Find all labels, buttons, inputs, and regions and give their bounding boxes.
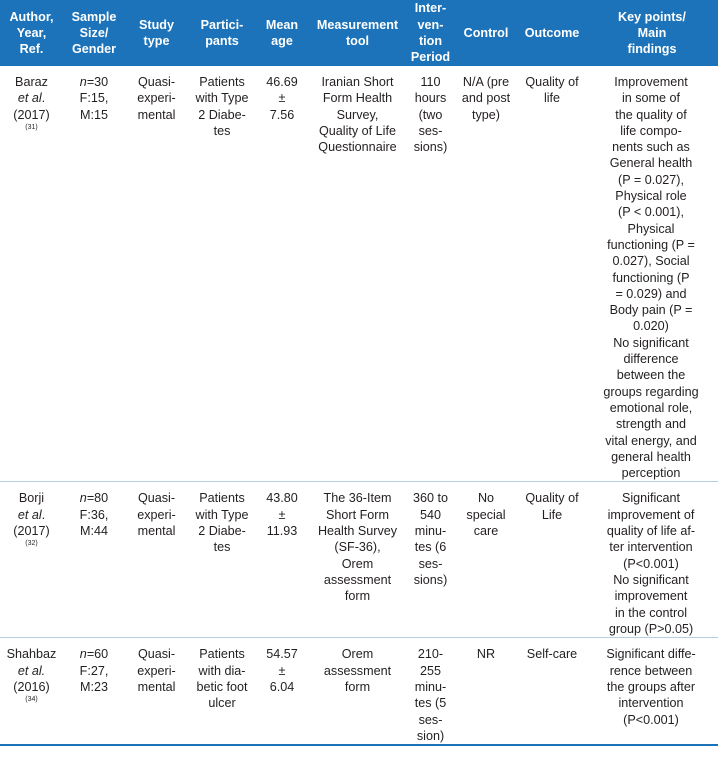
cell-mean-age-line: 7.56	[269, 107, 295, 122]
sample-n: n	[79, 75, 87, 89]
cell-measurement-tool-line: form	[344, 680, 371, 695]
header-study-type	[125, 0, 188, 66]
cell-key-findings-line: groups regarding	[603, 384, 699, 399]
cell-key-findings-line: (P < 0.001),	[618, 205, 684, 220]
cell-intervention-period-line: 110	[420, 75, 441, 89]
header-participants	[188, 0, 256, 66]
cell-control	[454, 482, 518, 638]
author-year: (2016)	[13, 680, 50, 695]
header-sample-size-gender-line: Gender	[71, 42, 117, 57]
cell-key-findings-line: vital energy, and	[605, 433, 697, 448]
cell-key-findings-line: rence between	[609, 663, 693, 678]
header-measurement-tool-line: Measurement	[316, 17, 399, 32]
header-participants-line: Partici-	[200, 17, 244, 32]
cell-participants-line: 2 Diabe-	[198, 524, 246, 539]
author-etal-line	[2, 90, 61, 106]
cell-intervention-period-line: minu-	[414, 680, 447, 695]
author-etal: et al	[17, 507, 42, 522]
author-etal-line	[2, 507, 61, 523]
cell-intervention-period	[407, 482, 454, 638]
cell-study-type-line: experi-	[137, 507, 176, 522]
author-ref: (32)	[25, 540, 38, 548]
cell-measurement-tool-line: Quality of Life	[318, 123, 396, 138]
cell-study-type	[125, 482, 188, 638]
table-body	[0, 66, 718, 745]
header-control-line: Control	[463, 25, 509, 40]
cell-measurement-tool-line: Survey,	[336, 107, 379, 122]
cell-intervention-period-line: 360 to	[412, 491, 448, 506]
cell-key-findings-line: (P = 0.027),	[618, 172, 684, 187]
header-author-year-ref-line: Author,	[9, 9, 54, 24]
cell-measurement-tool-line: assessment	[323, 663, 392, 678]
cell-control	[454, 638, 518, 746]
cell-key-findings-line: improvement	[614, 589, 688, 604]
header-author-year-ref	[0, 0, 63, 66]
cell-key-findings-line: No significant	[613, 572, 689, 587]
cell-key-findings-line: No significant	[613, 335, 689, 350]
author-ref: (31)	[25, 123, 38, 131]
cell-intervention-period-line: ses-	[418, 556, 443, 571]
cell-measurement-tool-line: The 36-Item	[323, 491, 392, 506]
cell-key-findings-line: group (P>0.05)	[608, 621, 694, 636]
cell-intervention-period-line: 540	[419, 507, 441, 522]
cell-key-findings-line: Significant diffe-	[606, 647, 696, 662]
cell-outcome-line: life	[543, 91, 561, 106]
cell-study-type-line: Quasi-	[137, 647, 176, 662]
cell-participants-line: betic foot	[196, 680, 248, 695]
sample-female: F:36,	[79, 507, 109, 522]
cell-mean-age-line: 11.93	[266, 524, 298, 539]
cell-study-type-line: Quasi-	[137, 75, 176, 89]
cell-participants-line: with dia-	[198, 663, 246, 678]
cell-sample	[63, 638, 125, 746]
cell-key-findings	[586, 638, 718, 746]
cell-outcome	[518, 638, 586, 746]
cell-control-line: type)	[472, 107, 500, 122]
cell-participants	[188, 638, 256, 746]
cell-intervention-period-line: sion)	[416, 728, 445, 743]
cell-key-findings-line: quality of life af-	[606, 524, 696, 539]
cell-key-findings-line: the groups after	[606, 680, 696, 695]
sample-size-line	[65, 490, 123, 506]
header-intervention-period	[407, 0, 454, 66]
author-etal: et al.	[17, 663, 46, 678]
cell-key-findings-line: Improvement	[614, 75, 688, 89]
cell-key-findings-line: between the	[616, 368, 686, 383]
cell-mean-age	[256, 66, 308, 482]
cell-measurement-tool-line: Orem	[341, 647, 374, 662]
header-author-year-ref-line: Ref.	[19, 42, 44, 57]
table-header	[0, 0, 718, 66]
cell-control	[454, 66, 518, 482]
cell-key-findings-line: perception	[621, 466, 681, 481]
header-sample-size-gender-line: Size/	[79, 25, 109, 40]
cell-key-findings-line: Physical role	[615, 189, 687, 204]
cell-mean-age-line: ±	[278, 91, 286, 106]
sample-n: n	[79, 647, 87, 662]
cell-intervention-period-line: hours	[414, 91, 447, 106]
cell-mean-age-line: 6.04	[269, 680, 295, 695]
cell-key-findings-line: (P<0.001)	[623, 556, 679, 571]
header-key-findings-line: Main	[637, 25, 667, 40]
cell-measurement-tool-line: Questionnaire	[318, 140, 397, 155]
cell-participants-line: with Type	[195, 91, 249, 106]
cell-intervention-period-line: sions)	[413, 140, 448, 155]
cell-key-findings-line: 0.020)	[633, 319, 669, 334]
cell-intervention-period-line: 255	[419, 663, 441, 678]
cell-mean-age	[256, 482, 308, 638]
sample-size: =30	[86, 75, 109, 89]
cell-key-findings-line: emotional role,	[609, 400, 693, 415]
header-outcome	[518, 0, 586, 66]
cell-participants-line: Patients	[199, 647, 245, 662]
cell-participants-line: 2 Diabe-	[198, 107, 246, 122]
cell-intervention-period	[407, 66, 454, 482]
cell-study-type-line: mental	[137, 524, 176, 539]
author-name: Baraz	[15, 75, 48, 89]
cell-intervention-period-line: (two	[418, 107, 443, 122]
table-row	[0, 66, 718, 482]
cell-study-type-line: mental	[137, 680, 176, 695]
table-row	[0, 638, 718, 746]
cell-participants-line: with Type	[195, 507, 249, 522]
author-name: Shahbaz	[6, 647, 57, 662]
header-mean-age-line: age	[271, 34, 293, 48]
cell-intervention-period-line: ses-	[418, 712, 443, 727]
author-year: (2017)	[13, 107, 50, 122]
cell-key-findings-line: improvement of	[607, 507, 695, 522]
header-intervention-period-line: tion	[418, 34, 443, 48]
cell-measurement-tool-line: Health Survey	[317, 524, 398, 539]
cell-mean-age-line: ±	[278, 663, 286, 678]
cell-measurement-tool	[308, 638, 407, 746]
cell-participants-line: ulcer	[208, 696, 236, 711]
header-mean-age	[256, 0, 308, 66]
cell-outcome-line: Quality of	[525, 75, 579, 89]
header-intervention-period-line: Period	[410, 50, 451, 65]
cell-study-type-line: experi-	[137, 91, 176, 106]
cell-key-findings-line: Significant	[621, 491, 681, 506]
author-ref: (34)	[25, 696, 38, 704]
cell-key-findings-line: in the control	[614, 605, 688, 620]
cell-control-line: NR	[476, 647, 496, 662]
cell-outcome	[518, 482, 586, 638]
cell-mean-age-line: 43.80	[266, 491, 298, 506]
cell-participants-line: tes	[213, 123, 231, 138]
cell-key-findings-line: = 0.029) and	[615, 286, 687, 301]
header-mean-age-line: Mean	[265, 17, 299, 32]
cell-key-findings-line: Physical	[627, 221, 675, 236]
header-row	[0, 0, 718, 66]
cell-author	[0, 638, 63, 746]
cell-control-line: N/A (pre	[462, 75, 510, 89]
header-key-findings	[586, 0, 718, 66]
cell-key-findings-line: life compo-	[620, 123, 682, 138]
sample-n: n	[79, 491, 87, 506]
sample-size: =80	[86, 491, 109, 506]
cell-control-line: No	[477, 491, 495, 506]
cell-mean-age-line: 46.69	[266, 75, 298, 89]
cell-outcome-line: Life	[541, 507, 563, 522]
header-author-year-ref-line: Year,	[16, 25, 47, 40]
cell-key-findings	[586, 482, 718, 638]
cell-key-findings	[586, 66, 718, 482]
cell-key-findings-line: in some of	[621, 91, 681, 106]
cell-study-type-line: Quasi-	[137, 491, 176, 506]
cell-control-line: and post	[461, 91, 511, 106]
cell-measurement-tool-line: assessment	[323, 572, 392, 587]
author-etal: et al	[17, 91, 42, 106]
header-intervention-period-line: Inter-	[414, 1, 447, 16]
cell-key-findings-line: general health	[611, 449, 691, 464]
sample-size-line	[65, 74, 123, 90]
cell-key-findings-line: ter intervention	[609, 540, 693, 555]
header-intervention-period-line: ven-	[417, 17, 444, 32]
cell-study-type-line: mental	[137, 107, 176, 122]
header-study-type-line: Study	[139, 17, 174, 32]
cell-mean-age-line: ±	[278, 507, 286, 522]
cell-mean-age	[256, 638, 308, 746]
author-name: Borji	[18, 491, 45, 506]
cell-key-findings-line: intervention	[618, 696, 684, 711]
cell-measurement-tool-line: Form Health	[322, 91, 393, 106]
cell-study-type	[125, 638, 188, 746]
cell-measurement-tool-line: Iranian Short	[321, 75, 394, 89]
cell-outcome-line: Quality of	[525, 491, 579, 506]
cell-outcome	[518, 66, 586, 482]
cell-intervention-period	[407, 638, 454, 746]
sample-male: M:23	[80, 680, 108, 695]
header-key-findings-line: findings	[627, 42, 677, 57]
cell-key-findings-line: strength and	[615, 417, 687, 432]
header-measurement-tool	[308, 0, 407, 66]
header-sample-size-gender	[63, 0, 125, 66]
cell-key-findings-line: functioning (P =	[607, 237, 695, 252]
cell-participants-line: tes	[213, 540, 231, 555]
sample-size-line	[65, 646, 123, 662]
cell-measurement-tool	[308, 482, 407, 638]
header-control	[454, 0, 518, 66]
sample-female: F:27,	[79, 663, 109, 678]
cell-author	[0, 482, 63, 638]
author-etal-line	[2, 663, 61, 679]
header-measurement-tool-line: tool	[345, 34, 370, 48]
cell-key-findings-line: 0.027), Social	[612, 254, 690, 269]
cell-mean-age-line: 54.57	[266, 647, 298, 662]
cell-key-findings-line: (P<0.001)	[623, 712, 679, 727]
sample-male: M:15	[80, 107, 108, 122]
header-participants-line: pants	[205, 34, 239, 48]
cell-participants-line: Patients	[199, 491, 245, 506]
cell-sample	[63, 66, 125, 482]
cell-key-findings-line: General health	[609, 156, 693, 171]
cell-control-line: care	[473, 524, 499, 539]
sample-female: F:15,	[79, 91, 109, 106]
header-outcome-line: Outcome	[524, 25, 580, 40]
cell-measurement-tool	[308, 66, 407, 482]
header-sample-size-gender-line: Sample	[71, 9, 117, 24]
author-etal-suffix: .	[41, 91, 46, 106]
cell-author	[0, 66, 63, 482]
cell-measurement-tool-line: Orem	[341, 556, 374, 571]
author-year: (2017)	[13, 524, 50, 539]
cell-key-findings-line: the quality of	[615, 107, 687, 122]
cell-participants-line: Patients	[199, 75, 245, 89]
cell-participants	[188, 66, 256, 482]
cell-intervention-period-line: 210-	[417, 647, 444, 662]
sample-male: M:44	[80, 524, 108, 539]
cell-participants	[188, 482, 256, 638]
author-etal-suffix: .	[41, 507, 46, 522]
cell-sample	[63, 482, 125, 638]
table-row	[0, 482, 718, 638]
cell-key-findings-line: Body pain (P =	[609, 303, 693, 318]
header-key-findings-line: Key points/	[618, 9, 686, 24]
cell-measurement-tool-line: (SF-36),	[334, 540, 381, 555]
cell-key-findings-line: nents such as	[612, 140, 690, 155]
cell-key-findings-line: difference	[623, 352, 679, 367]
cell-control-line: special	[466, 507, 506, 522]
cell-intervention-period-line: tes (5	[414, 696, 447, 711]
cell-intervention-period-line: minu-	[414, 524, 447, 539]
sample-size: =60	[86, 647, 109, 662]
cell-outcome-line: Self-care	[526, 647, 578, 662]
cell-intervention-period-line: tes (6	[414, 540, 447, 555]
cell-study-type-line: experi-	[137, 663, 176, 678]
header-study-type-line: type	[143, 34, 170, 48]
cell-intervention-period-line: sions)	[413, 572, 448, 587]
cell-key-findings-line: functioning (P	[612, 270, 690, 285]
cell-measurement-tool-line: Short Form	[326, 507, 389, 522]
cell-study-type	[125, 66, 188, 482]
cell-measurement-tool-line: form	[344, 589, 371, 604]
cell-intervention-period-line: ses-	[418, 123, 443, 138]
